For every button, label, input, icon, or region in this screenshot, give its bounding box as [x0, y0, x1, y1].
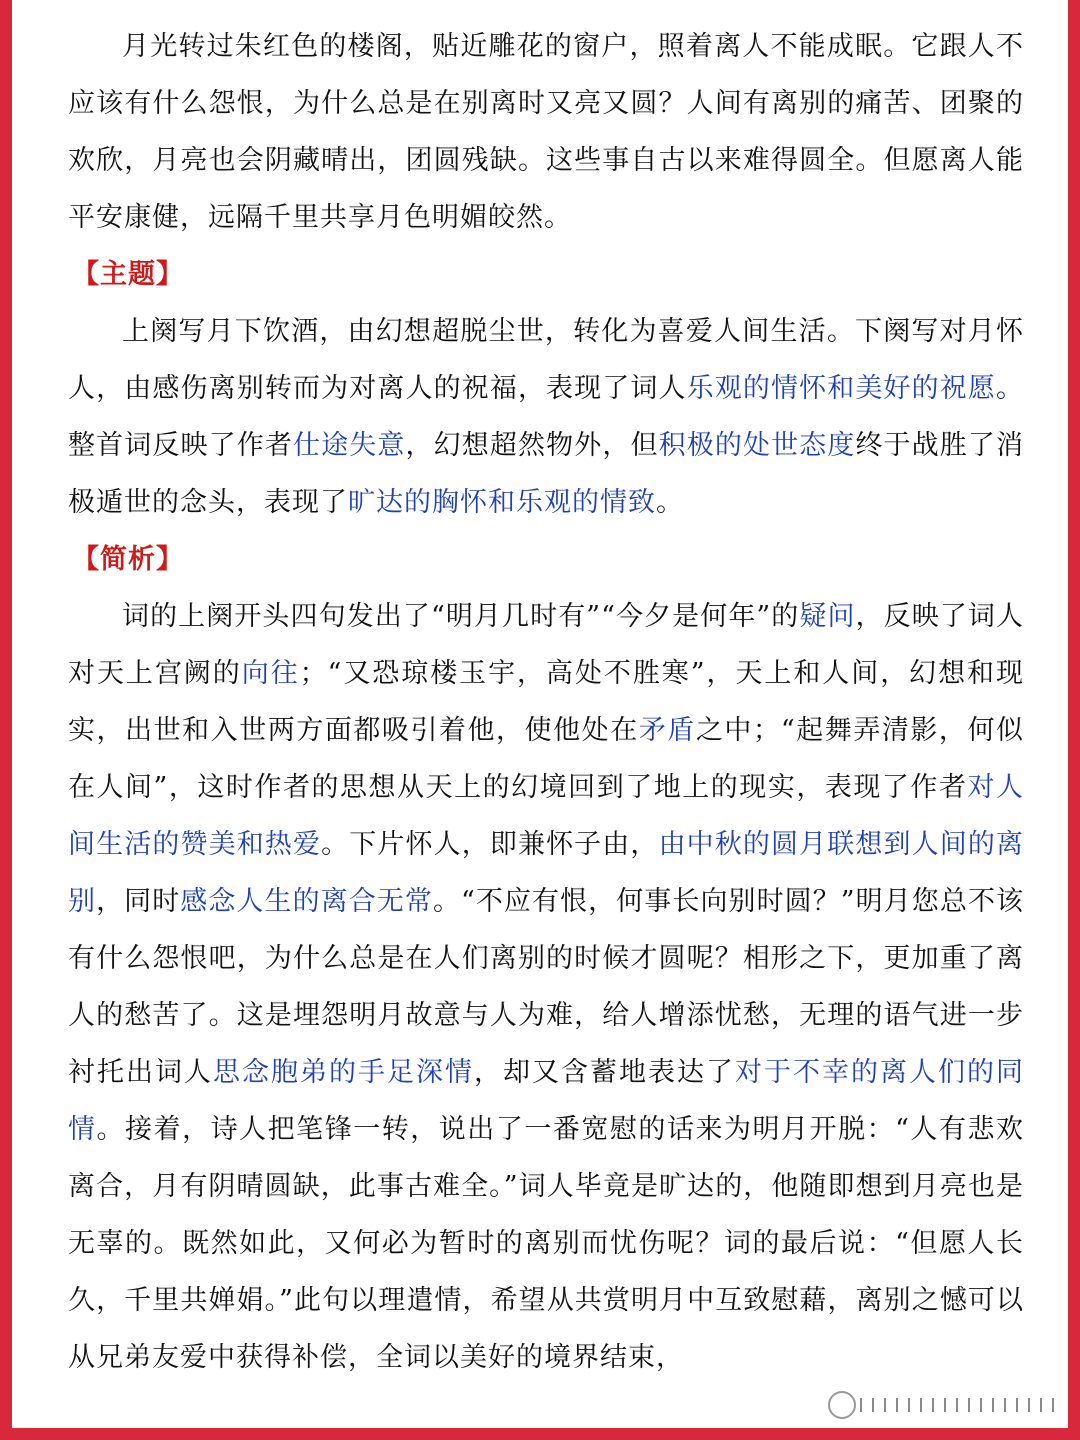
translation-paragraph: 月光转过朱红色的楼阁，贴近雕花的窗户，照着离人不能成眠。它跟人不应该有什么怨恨，为什么总是在别离时又亮又圆？人间有离别的痛苦、团聚的欢欣，月亮也会阴藏晴出，团圆残缺。这些事自古以来难得圆全。但愿离人能平安康健，远隔千里共享月色明媚皎然。: [68, 31, 1024, 233]
analysis-text: 之中；“起舞弄清影，何似在人间”，这时作者的思想从天上的幻境回到了地上的现实，表现了作者: [68, 715, 1025, 803]
scroll-knob-icon[interactable]: [828, 1391, 856, 1419]
theme-highlight: 乐观的情怀和美好的祝愿: [686, 373, 997, 404]
theme-text: 上阕写月下饮酒，由幻想超脱尘世，转化为喜爱人间生活。下阕写对月怀人，由感伤离别转而为对离人的祝福，表现了词人: [68, 316, 1024, 404]
theme-paragraph: [68, 303, 1024, 531]
theme-text: 终于战胜了消极遁世的念头，表现了: [68, 430, 1025, 518]
analysis-highlight: 由中秋的圆月联想到人间的离别: [68, 829, 1025, 917]
theme-highlight: 仕途失意: [292, 430, 406, 461]
analysis-text: ，却又含蓄地表达了: [474, 1057, 735, 1088]
theme-highlight: 积极的处世态度: [658, 430, 856, 461]
scroll-track[interactable]: [860, 1398, 1056, 1412]
analysis-text: 。下片怀人，即兼怀子由，: [321, 829, 659, 860]
analysis-text: 词的上阕开头四句发出了“明月几时有”“今夕是何年”的: [122, 601, 800, 632]
analysis-text: 。“不应有恨，何事长向别时圆？”明月您总不该有什么怨恨吧，为什么总是在人们离别的时候才圆呢？相形之下，更加重了离人的愁苦了。这是埋怨明月故意与人为难，给人增添忧愁，无理的语气进一步衬托出词人: [68, 886, 1025, 1088]
document-body: [68, 18, 1024, 1386]
theme-highlight: 旷达的胸怀和乐观的情致: [348, 487, 656, 518]
analysis-highlight: 疑问: [799, 601, 856, 632]
horizontal-scrollbar[interactable]: [828, 1390, 1056, 1420]
analysis-text: 。接着，诗人把笔锋一转，说出了一番宽慰的话来为明月开脱：“人有悲欢离合，月有阴晴圆缺，此事古难全。”词人毕竟是旷达的，他随即想到月亮也是无辜的。既然如此，又何必为暂时的离别而忧伤呢？词的最后说：“但愿人长久，千里共婵娟。”此句以理遣情，希望从共赏明月中互致慰藉，离别之憾可以从兄弟友爱中获得补偿，全词以美好的境界结束，: [68, 1114, 1024, 1373]
analysis-highlight: 感念人生的离合无常: [180, 886, 433, 917]
analysis-paragraph: [68, 588, 1024, 1386]
theme-text: 。: [656, 487, 684, 518]
theme-text: 。整首词反映了作者: [68, 373, 1025, 461]
analysis-text: ，反映了词人对天上宫阙的: [68, 601, 1025, 689]
analysis-text: ；“又恐琼楼玉宇，高处不胜寒”，天上和人间，幻想和现实，出世和入世两方面都吸引着他，使他处在: [68, 658, 1025, 746]
analysis-highlight: 矛盾: [638, 715, 696, 746]
analysis-text: ，同时: [96, 886, 181, 917]
analysis-heading: 【简析】: [72, 544, 184, 575]
analysis-highlight: 思念胞弟的手足深情: [213, 1057, 474, 1088]
theme-heading: 【主题】: [72, 259, 184, 290]
theme-text: ，幻想超然物外，但: [405, 430, 659, 461]
analysis-highlight: 对于不幸的离人们的同情: [68, 1057, 1024, 1145]
analysis-highlight: 对人间生活的赞美和热爱: [68, 772, 1024, 860]
analysis-highlight: 向往: [241, 658, 300, 689]
